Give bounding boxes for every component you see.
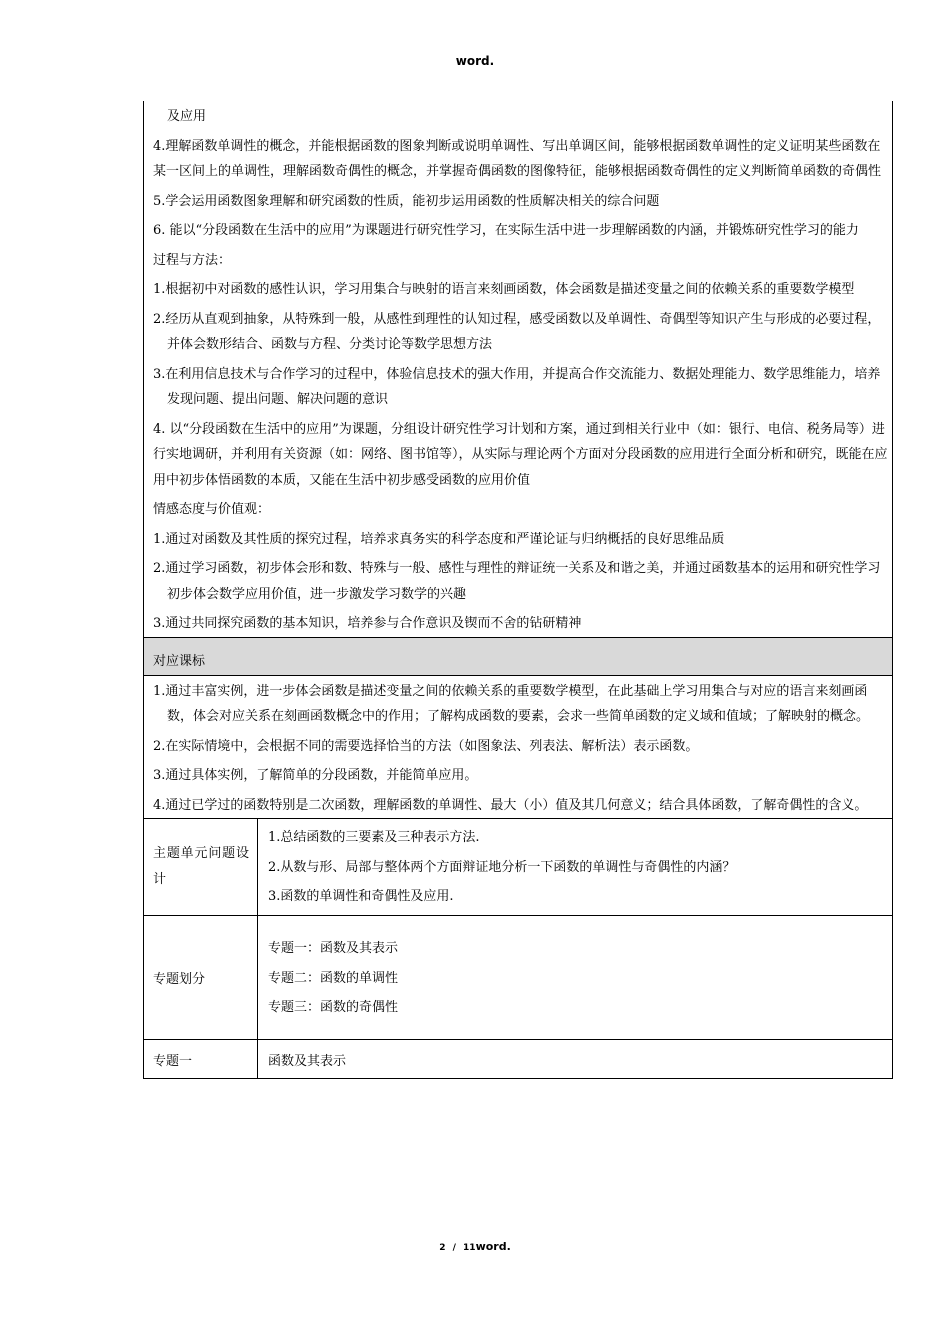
page-footer	[0, 1240, 950, 1253]
topic-one-value: 函数及其表示	[268, 1053, 347, 1069]
page-total: 11	[463, 1243, 476, 1253]
knowledge-item: 5.学会运用函数图象理解和研究函数的性质，能初步运用函数的性质解决相关的综合问题	[153, 193, 660, 209]
topic-division-label: 专题划分	[144, 916, 258, 1039]
standards-section	[144, 675, 892, 819]
emotion-item: 3.通过共同探究函数的基本知识，培养参与合作意识及锲而不舍的钻研精神	[153, 616, 582, 631]
topic-division-row	[144, 915, 892, 1039]
theme-design-row	[144, 818, 892, 915]
topic-item: 专题一：函数及其表示	[268, 941, 399, 956]
process-item: 3.在利用信息技术与合作学习的过程中，体验信息技术的强大作用，并提高合作交流能力、数据处理能力、数学思维能力，培养发现问题、提出问题、解决问题的意识	[153, 366, 881, 407]
topic-one-row	[144, 1039, 892, 1078]
topic-item: 专题三：函数的奇偶性	[268, 1000, 399, 1015]
emotion-item: 1.通过对函数及其性质的探究过程，培养求真务实的科学态度和严谨论证与归纳概括的良好思维品质	[153, 531, 725, 547]
knowledge-item: 4.理解函数单调性的概念，并能根据函数的图象判断或说明单调性、写出单调区间，能够根据函数单调性的定义证明某些函数在某一区间上的单调性，理解函数奇偶性的概念，并掌握奇偶函数的图像特征，能够根据函数奇偶性的定义判断简单函数的奇偶性	[153, 138, 882, 179]
standard-item: 1.通过丰富实例，进一步体会函数是描述变量之间的依赖关系的重要数学模型，在此基础上学习用集合与对应的语言来刻画函数，体会对应关系在刻画函数概念中的作用；了解构成函数的要素，会求一些简单函数的定义域和值域；了解映射的概念。	[153, 683, 870, 724]
theme-question: 2.从数与形、局部与整体两个方面辩证地分析一下函数的单调性与奇偶性的内涵？	[268, 859, 736, 875]
theme-design-values	[258, 819, 892, 915]
topic-one-label: 专题一	[144, 1040, 258, 1078]
topic-item: 专题二：函数的单调性	[268, 970, 399, 986]
standards-heading: 对应课标	[144, 637, 892, 675]
footer-brand: word.	[475, 1240, 511, 1253]
process-heading: 过程与方法：	[153, 252, 232, 268]
page-number: 2	[439, 1243, 446, 1253]
lesson-plan-table	[143, 101, 893, 1079]
theme-question: 1.总结函数的三要素及三种表示方法.	[268, 830, 480, 845]
topic-division-values	[258, 916, 892, 1039]
page-header: word.	[455, 54, 495, 68]
goals-section	[144, 101, 892, 637]
standard-item: 3.通过具体实例，了解简单的分段函数，并能简单应用。	[153, 768, 478, 783]
theme-design-label: 主题单元问题设计	[144, 819, 258, 915]
emotion-item: 2.通过学习函数，初步体会形和数、特殊与一般、感性与理性的辩证统一关系及和谐之美，并通过函数基本的运用和研究性学习初步体会数学应用价值，进一步激发学习数学的兴趣	[153, 561, 881, 602]
process-item: 2.经历从直观到抽象，从特殊到一般，从感性到理性的认知过程，感受函数以及单调性、奇偶型等知识产生与形成的必要过程，并体会数形结合、函数与方程、分类讨论等数学思想方法	[153, 311, 881, 352]
emotion-heading: 情感态度与价值观：	[153, 502, 271, 517]
page-separator: /	[452, 1243, 456, 1253]
theme-question: 3.函数的单调性和奇偶性及应用.	[268, 889, 454, 904]
standard-item: 4.通过已学过的函数特别是二次函数，理解函数的单调性、最大（小）值及其几何意义；结合具体函数，了解奇偶性的含义。	[153, 797, 868, 813]
goal-continuation: 及应用	[167, 109, 207, 124]
knowledge-item: 6. 能以“分段函数在生活中的应用”为课题进行研究性学习，在实际生活中进一步理解函数的内涵，并锻炼研究性学习的能力	[153, 223, 859, 238]
process-item: 4. 以“分段函数在生活中的应用”为课题，分组设计研究性学习计划和方案，通过到相关行业中（如：银行、电信、税务局等）进行实地调研，并利用有关资源（如：网络、图书馆等），从实际与理论两个方面对分段函数的应用进行全面分析和研究，既能在应用中初步体悟函数的本质，又能在生活中初步感受函数的应用价值	[153, 421, 888, 488]
process-item: 1.根据初中对函数的感性认识，学习用集合与映射的语言来刻画函数，体会函数是描述变量之间的依赖关系的重要数学模型	[153, 282, 855, 297]
standard-item: 2.在实际情境中，会根据不同的需要选择恰当的方法（如图象法、列表法、解析法）表示函数。	[153, 738, 699, 754]
